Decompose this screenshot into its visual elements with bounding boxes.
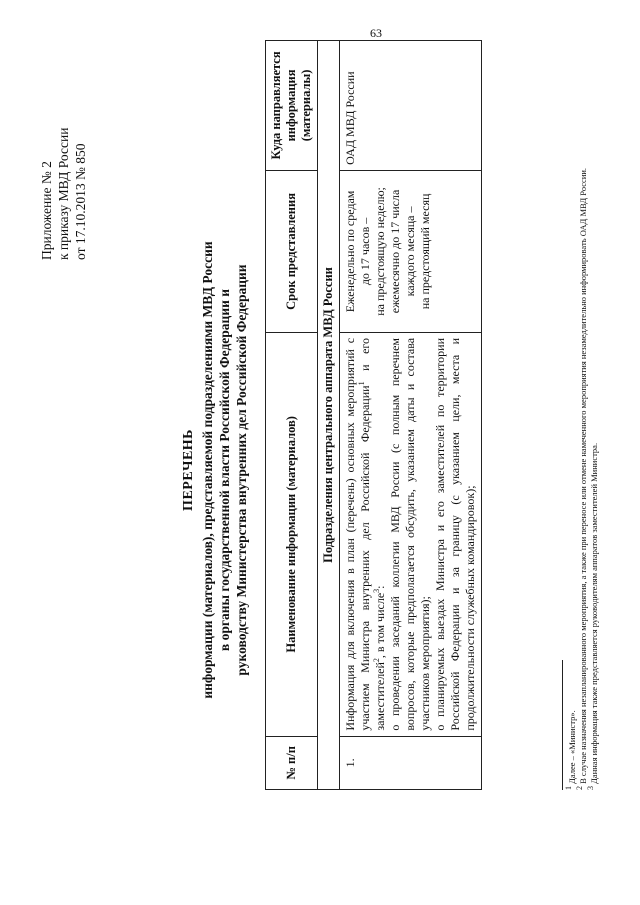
row-name-part-2: и его заместителей (358, 337, 387, 731)
footnote-1 (564, 30, 578, 790)
footnote-ref-2: 2 (372, 658, 381, 663)
footnote-mark-2: 2 (575, 786, 585, 790)
header-name: Наименование информации (материалов) (266, 332, 318, 736)
rotated-content (20, 20, 620, 880)
appendix-line-3: от 17.10.2013 № 850 (73, 143, 88, 260)
title-line-1: информации (материалов), представляемой подразделениями МВД России (200, 241, 215, 699)
section-title: Подразделения центрального аппарата МВД России (318, 41, 340, 790)
document-title (180, 210, 250, 730)
title-heading: ПЕРЕЧЕНЬ (181, 429, 196, 511)
appendix-block (38, 60, 89, 260)
table-header-row (266, 41, 318, 790)
footnote-mark-3: 3 (586, 786, 596, 790)
term-line-6: на предстоящий месяц (418, 193, 432, 310)
footnote-ref-1: 1 (357, 381, 366, 386)
footnote-2 (575, 30, 589, 790)
title-line-2: в органы государственной власти Российской Федерации и (217, 288, 232, 652)
header-num: № п/п (266, 736, 318, 789)
header-term: Срок представления (266, 170, 318, 332)
footnote-mark-1: 1 (564, 786, 574, 790)
footnote-text-1: Далее – «Министр». (567, 710, 577, 784)
term-line-4: ежемесячно до 17 числа (388, 189, 402, 314)
footnotes (564, 30, 600, 790)
row-num: 1. (340, 736, 482, 789)
appendix-line-2: к приказу МВД России (56, 127, 71, 260)
page-number: 63 (370, 26, 382, 40)
footnote-text-2: В случае назначения незапланированного мероприятия, а также при переносе или отмене намеченного мероприятия незамедлительно информировать ОАД МВД России. (578, 167, 588, 784)
row-name-part-3: , в том числе (373, 592, 387, 659)
term-line-2: до 17 часов – (358, 217, 372, 286)
row-name (340, 332, 482, 736)
term-line-5: каждого месяца – (403, 206, 417, 297)
row-name-part-4: : (373, 585, 387, 589)
term-line-1: Еженедельно по средам (343, 190, 357, 313)
row-term (340, 170, 482, 332)
row-name-item-2: о планируемых выездах Министра и его заместителей по территории Российской Федерации и за границу (с указанием цели, места и продолжительности служебных командировок); (433, 337, 477, 731)
title-line-3: руководству Министерства внутренних дел Российской Федерации (234, 264, 249, 676)
footnote-3 (586, 30, 600, 790)
appendix-line-1: Приложение № 2 (39, 161, 54, 260)
footnote-ref-3: 3 (372, 588, 381, 593)
row-name-item-1: о проведении заседаний коллегии МВД России (с полным перечнем вопросов, которые предполагается обсудить, указанием даты и состава участников мероприятия); (388, 337, 432, 731)
table-row (340, 41, 482, 790)
term-line-3: на предстоящую неделю; (373, 187, 387, 316)
footnote-divider (562, 660, 563, 790)
row-dest: ОАД МВД России (340, 41, 482, 171)
section-row (318, 41, 340, 790)
information-table (265, 40, 482, 790)
header-dest: Куда направляется информация (материалы) (266, 41, 318, 171)
row-name-part-1: Информация для включения в план (перечень) основных мероприятий с участием Министра внутренних дел Российской Федерации (343, 337, 372, 731)
footnote-text-3: Данная информация также представляется руководителям аппаратов заместителей Министра. (589, 442, 599, 784)
